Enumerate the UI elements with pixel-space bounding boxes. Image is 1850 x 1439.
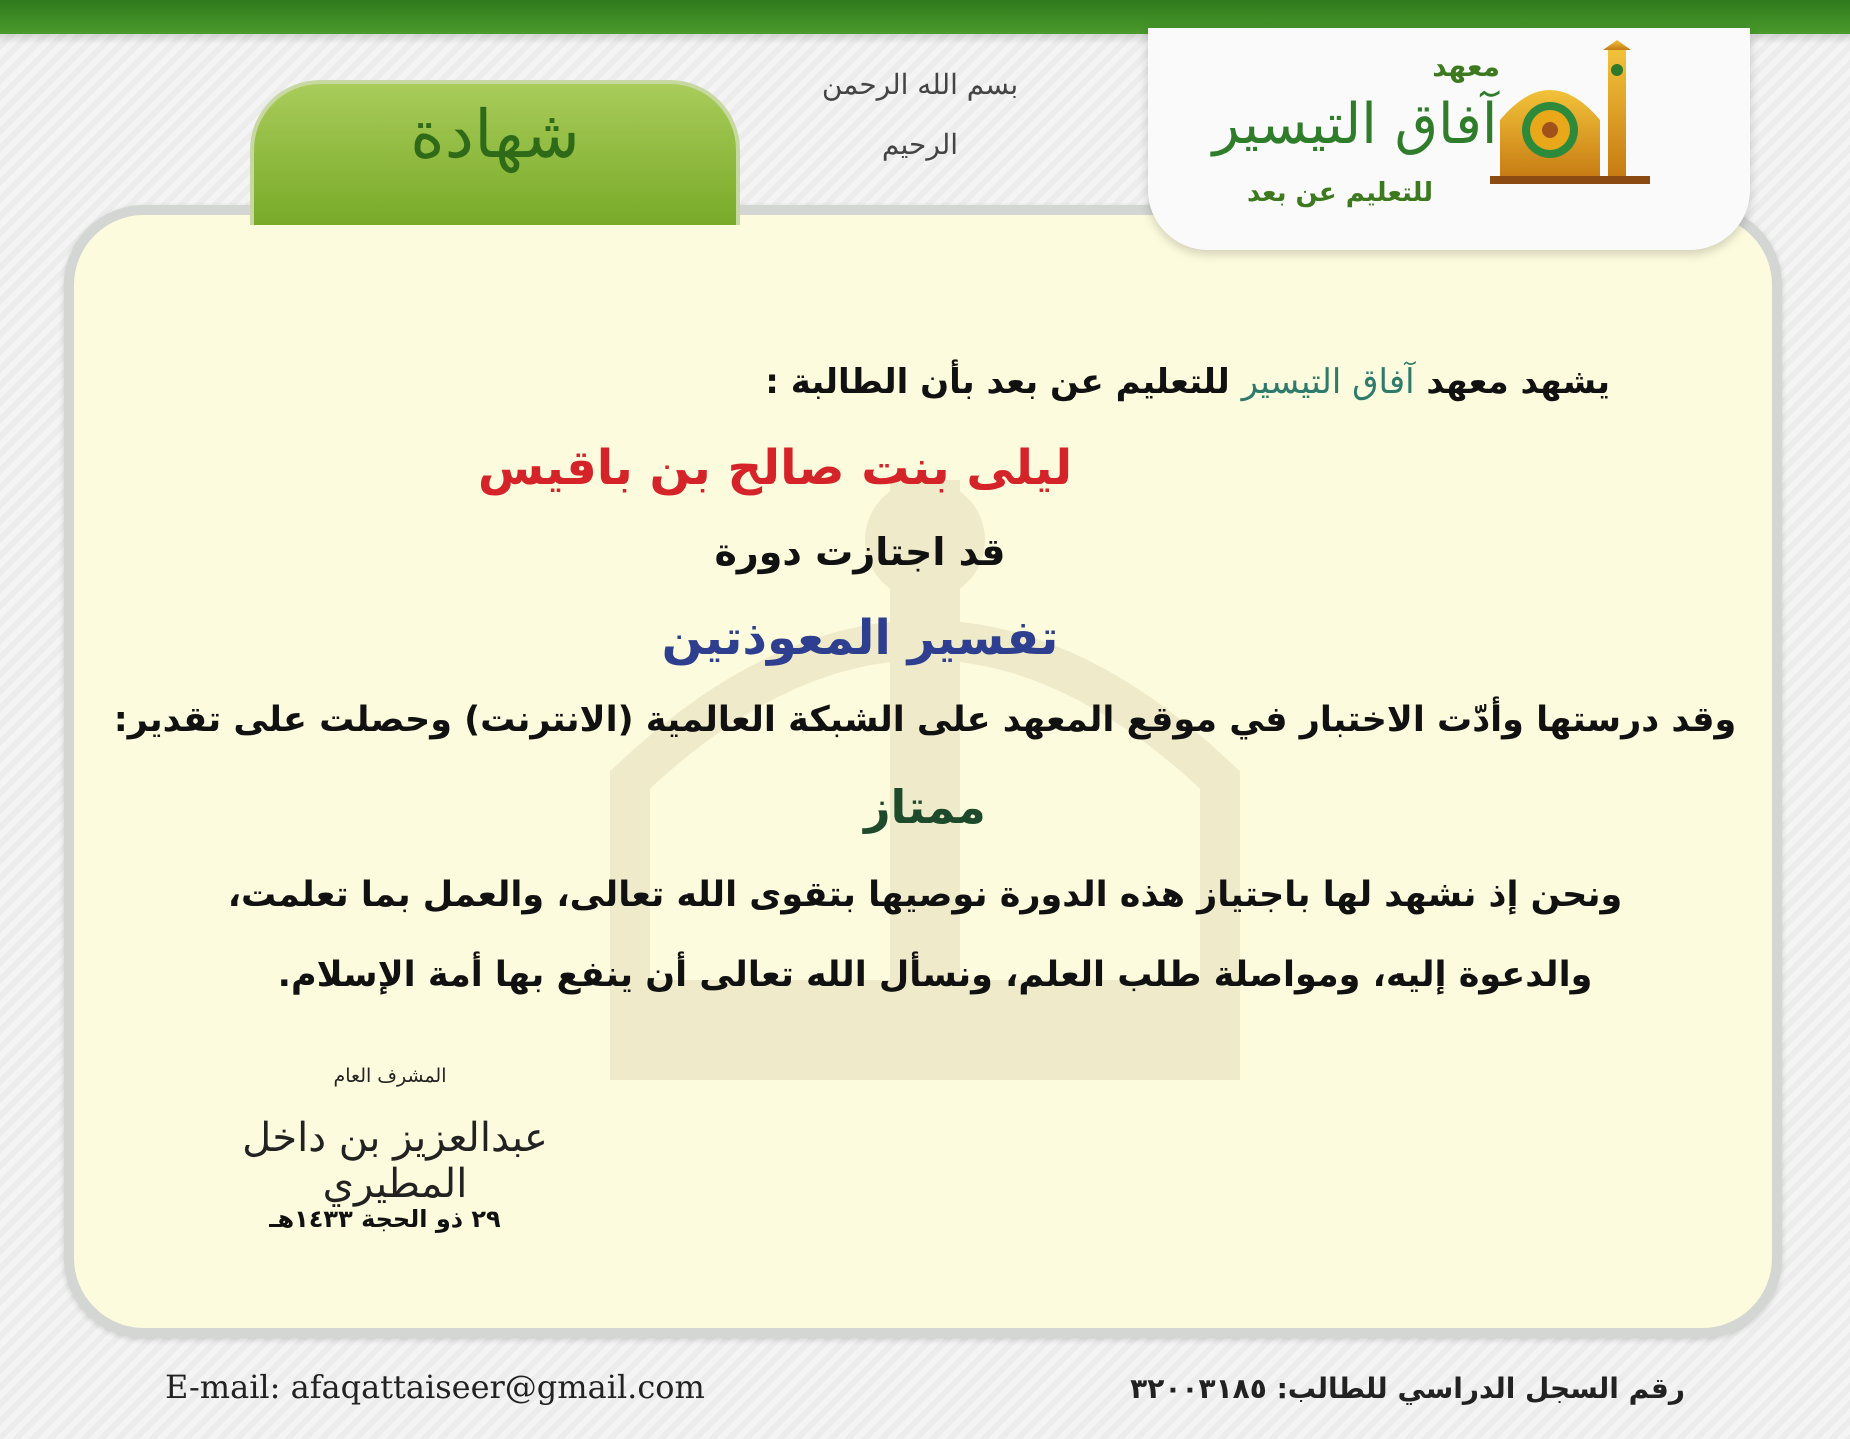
certificate-title: شهادة [410, 96, 580, 173]
logo-institute-name: آفاق التيسير [1212, 92, 1498, 157]
supervisor-title: المشرف العام [333, 1065, 447, 1087]
intro-institute-name: آفاق التيسير [1241, 362, 1415, 402]
mosque-logo-icon [1490, 40, 1650, 190]
basmala: بسم الله الرحمن الرحيم [821, 68, 1019, 161]
closing-line-1: ونحن إذ نشهد لها باجتياز هذه الدورة نوصيها بتقوى الله تعالى، والعمل بما تعلمت، [227, 875, 1623, 915]
studied-text: وقد درستها وأدّت الاختبار في موقع المعهد على الشبكة العالمية (الانترنت) وحصلت على تقدير: [113, 700, 1737, 740]
intro-before: يشهد معهد [1426, 362, 1610, 402]
record-label: رقم السجل الدراسي للطالب: [1276, 1372, 1685, 1405]
passed-text: قد اجتازت دورة [714, 530, 1006, 574]
footer-email: E-mail: afaqattaiseer@gmail.com [165, 1368, 705, 1406]
course-name: تفسير المعوذتين [661, 610, 1059, 666]
intro-after: للتعليم عن بعد بأن الطالبة : [765, 362, 1230, 402]
footer-record [1130, 1372, 1685, 1405]
intro-line [765, 362, 1610, 402]
record-number: ٣٢٠٠٣١٨٥ [1130, 1372, 1267, 1405]
logo-tagline: للتعليم عن بعد [1247, 178, 1433, 208]
logo-prefix: معهد [1432, 50, 1500, 83]
grade: ممتاز [864, 780, 986, 834]
supervisor-signature: عبدالعزيز بن داخل المطيري [242, 1115, 548, 1207]
certificate-date: ٢٩ ذو الحجة ١٤٣٣هـ [269, 1205, 501, 1233]
student-name: ليلى بنت صالح بن باقيس [477, 440, 1073, 496]
closing-line-2: والدعوة إليه، ومواصلة طلب العلم، ونسأل الله تعالى أن ينفع بها أمة الإسلام. [277, 955, 1593, 995]
